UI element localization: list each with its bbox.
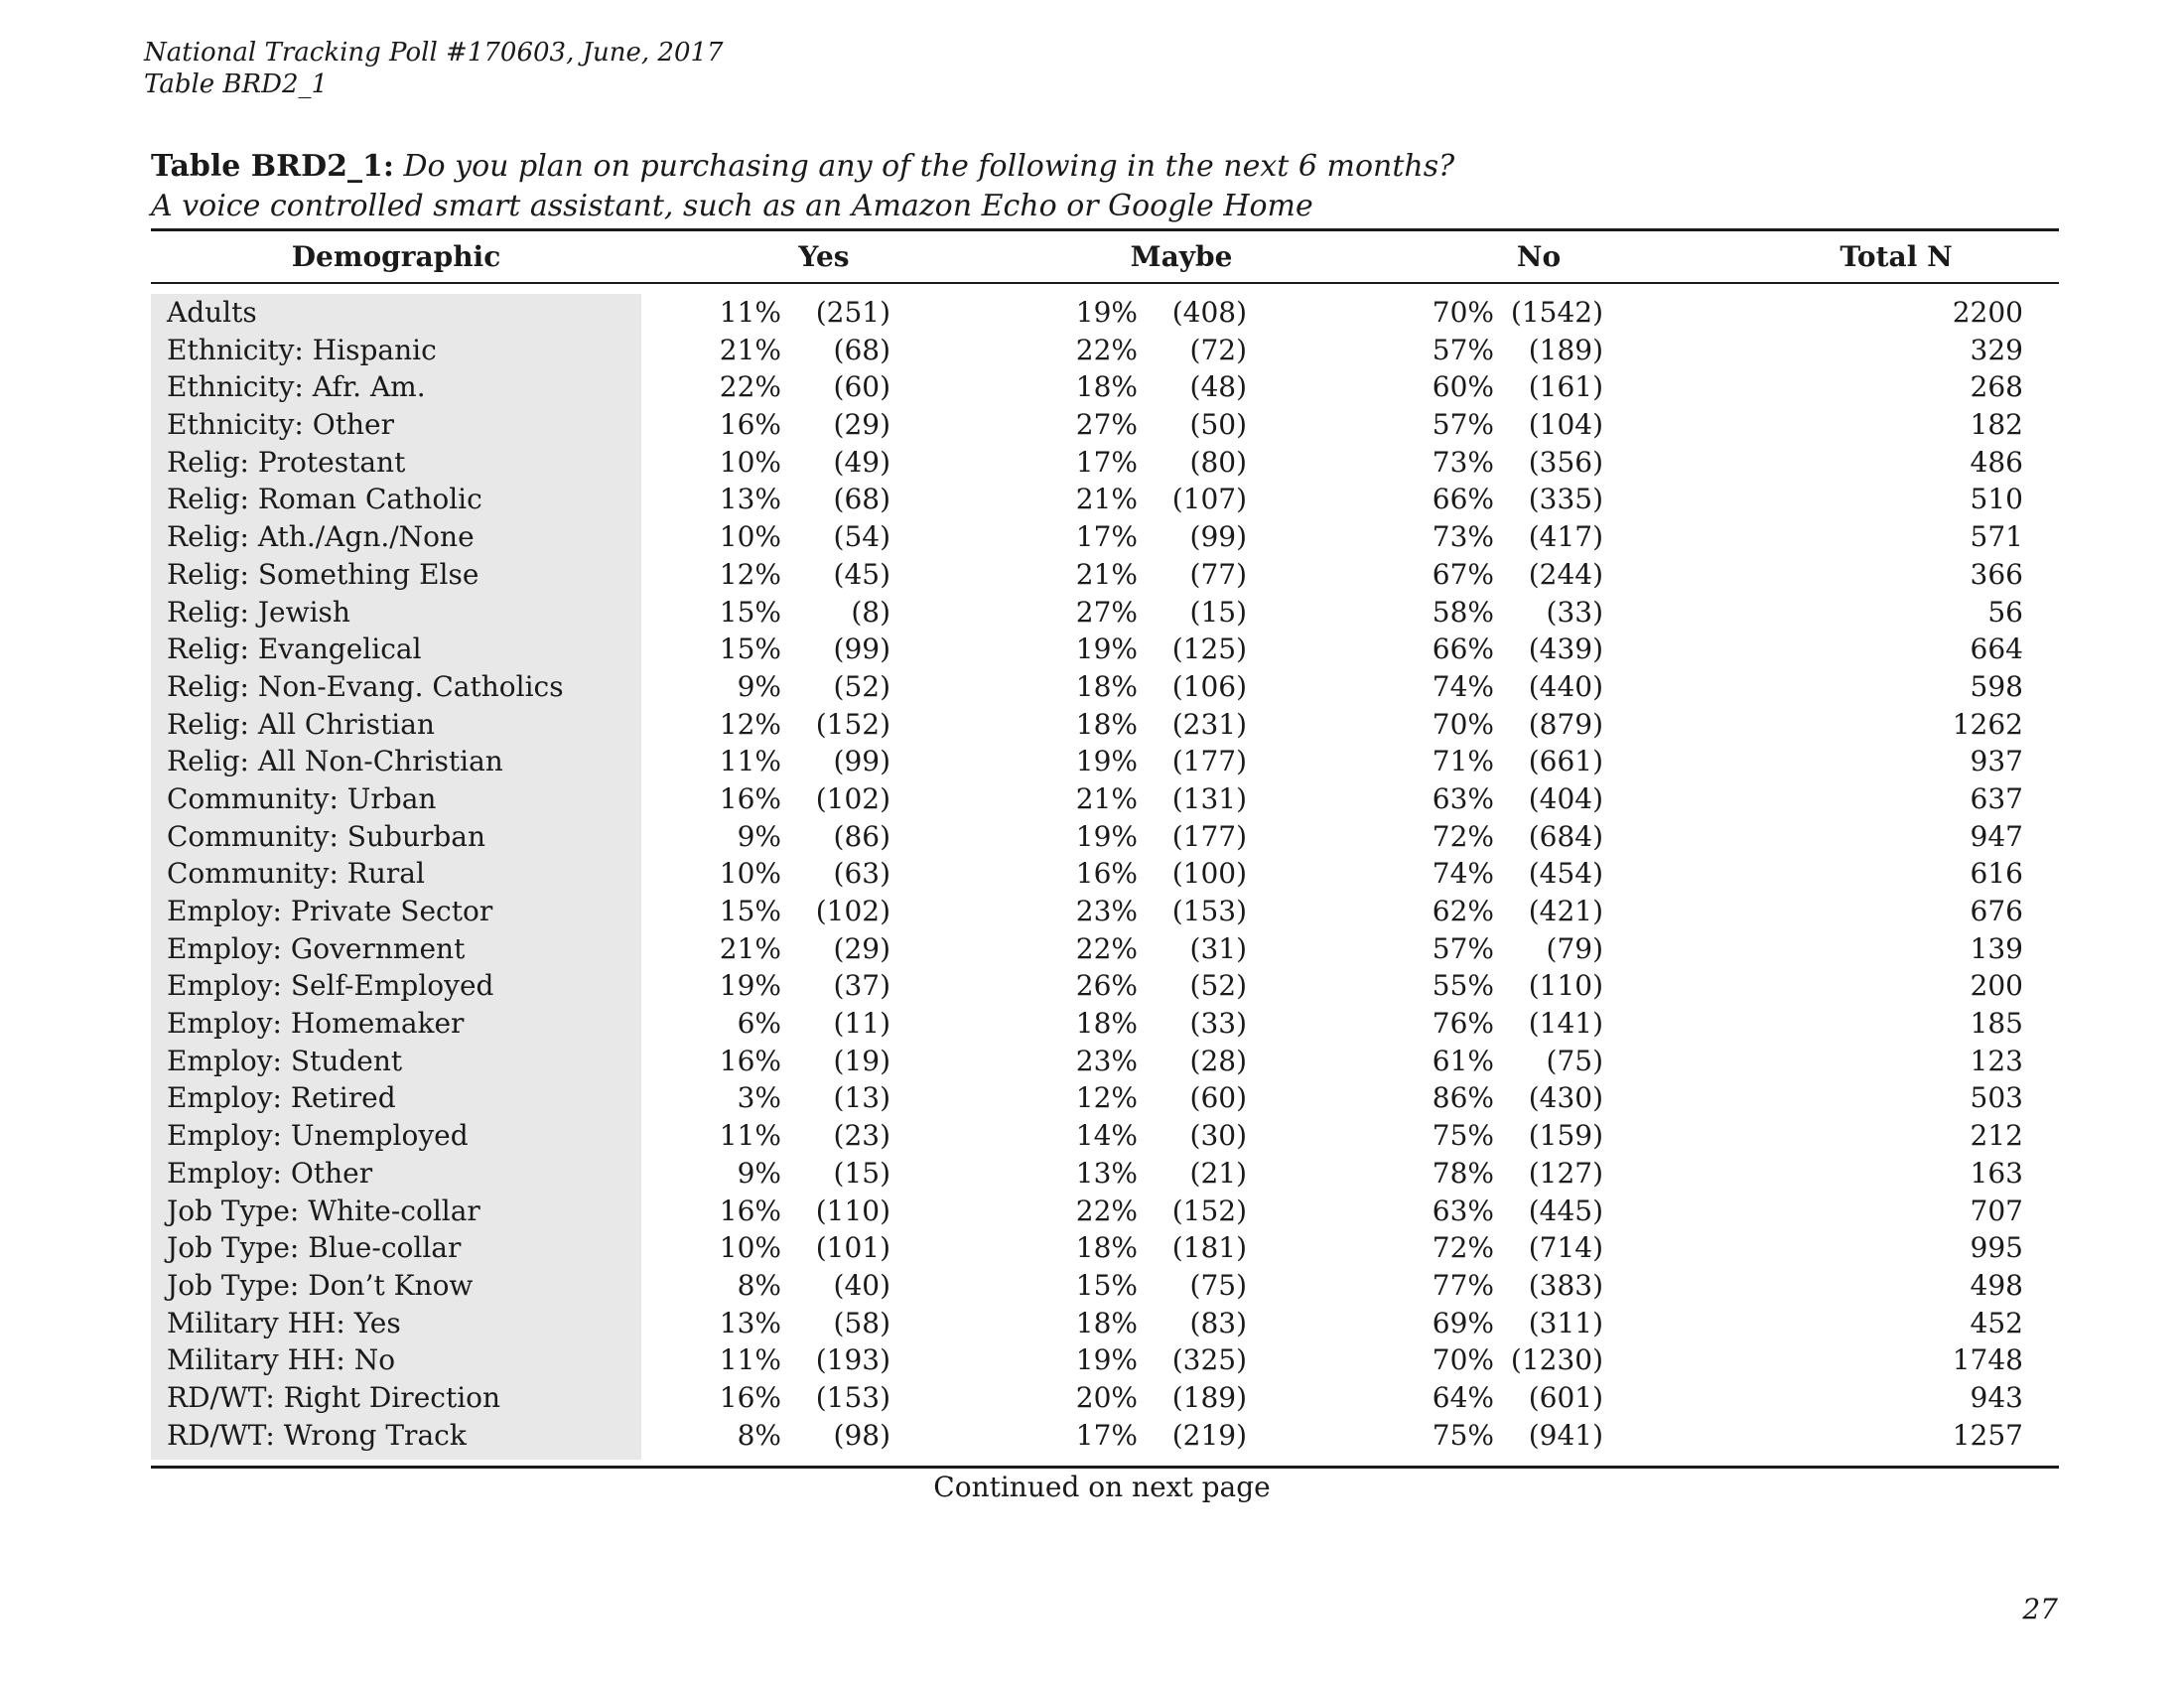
yes-percent-cell: 6% [737, 1007, 781, 1041]
table-row [0, 1379, 2184, 1417]
running-header-poll: National Tracking Poll #170603, June, 2017 [144, 38, 724, 68]
no-percent-cell: 64% [1432, 1380, 1494, 1414]
no-count-cell: (421) [1528, 895, 1603, 927]
table-row [0, 294, 2184, 332]
total-n-cell: 664 [1970, 633, 2023, 666]
maybe-count-cell: (177) [1171, 819, 1247, 853]
no-count-cell: (430) [1528, 1081, 1603, 1115]
total-n-cell: 707 [1970, 1194, 2023, 1227]
total-n-cell: 498 [1970, 1268, 2023, 1302]
no-percent-cell: 77% [1432, 1268, 1494, 1302]
yes-count-cell: (86) [833, 819, 890, 853]
total-n-cell: 937 [1970, 745, 2023, 778]
total-n-cell: 56 [1987, 595, 2023, 629]
page-number: 27 [2022, 1593, 2058, 1625]
table-row [0, 1117, 2184, 1155]
maybe-percent-cell: 22% [1075, 931, 1138, 965]
yes-percent-cell: 11% [719, 296, 781, 329]
no-count-cell: (684) [1528, 819, 1603, 853]
yes-count-cell: (60) [833, 370, 890, 404]
no-percent-cell: 66% [1432, 633, 1494, 666]
yes-percent-cell: 8% [737, 1268, 781, 1302]
no-count-cell: (601) [1528, 1380, 1603, 1414]
no-count-cell: (1230) [1510, 1343, 1603, 1377]
column-header-no: No [1516, 240, 1562, 273]
total-n-cell: 1748 [1952, 1343, 2023, 1377]
yes-percent-cell: 11% [719, 1119, 781, 1153]
maybe-percent-cell: 17% [1075, 1418, 1138, 1452]
table-row [0, 855, 2184, 893]
table-row [0, 706, 2184, 744]
no-percent-cell: 86% [1432, 1081, 1494, 1115]
no-count-cell: (159) [1528, 1119, 1603, 1153]
no-percent-cell: 75% [1432, 1418, 1494, 1452]
yes-percent-cell: 10% [719, 857, 781, 891]
yes-percent-cell: 13% [719, 483, 781, 516]
no-count-cell: (311) [1528, 1306, 1603, 1339]
maybe-percent-cell: 18% [1075, 370, 1138, 404]
maybe-count-cell: (21) [1189, 1156, 1247, 1190]
table-row [0, 818, 2184, 856]
table-row [0, 481, 2184, 518]
maybe-percent-cell: 18% [1075, 1306, 1138, 1339]
no-count-cell: (356) [1528, 445, 1603, 479]
table-row [0, 1005, 2184, 1043]
maybe-percent-cell: 12% [1075, 1081, 1138, 1115]
maybe-count-cell: (52) [1189, 969, 1247, 1003]
no-percent-cell: 73% [1432, 520, 1494, 554]
no-percent-cell: 78% [1432, 1156, 1494, 1190]
yes-count-cell: (153) [815, 1380, 890, 1414]
total-n-cell: 995 [1970, 1231, 2023, 1265]
no-count-cell: (189) [1528, 333, 1603, 366]
no-percent-cell: 63% [1432, 1194, 1494, 1227]
yes-count-cell: (8) [851, 595, 890, 629]
no-count-cell: (141) [1528, 1007, 1603, 1041]
demographic-cell: Relig: All Non-Christian [167, 745, 503, 778]
maybe-count-cell: (106) [1171, 669, 1247, 703]
demographic-cell: Relig: Ath./Agn./None [167, 520, 475, 554]
maybe-count-cell: (30) [1189, 1119, 1247, 1153]
demographic-cell: Employ: Homemaker [167, 1007, 465, 1041]
no-count-cell: (440) [1528, 669, 1603, 703]
no-count-cell: (454) [1528, 857, 1603, 891]
demographic-cell: Ethnicity: Hispanic [167, 333, 437, 366]
table-row [0, 556, 2184, 594]
maybe-count-cell: (99) [1189, 520, 1247, 554]
no-percent-cell: 58% [1432, 595, 1494, 629]
no-percent-cell: 57% [1432, 408, 1494, 442]
table-row [0, 631, 2184, 668]
yes-count-cell: (49) [833, 445, 890, 479]
table-row [0, 518, 2184, 556]
yes-count-cell: (13) [833, 1081, 890, 1115]
maybe-count-cell: (72) [1189, 333, 1247, 366]
maybe-count-cell: (231) [1171, 707, 1247, 741]
maybe-percent-cell: 16% [1075, 857, 1138, 891]
total-n-cell: 503 [1970, 1081, 2023, 1115]
yes-count-cell: (152) [815, 707, 890, 741]
maybe-percent-cell: 19% [1075, 633, 1138, 666]
maybe-count-cell: (48) [1189, 370, 1247, 404]
maybe-percent-cell: 26% [1075, 969, 1138, 1003]
maybe-percent-cell: 18% [1075, 1007, 1138, 1041]
yes-count-cell: (63) [833, 857, 890, 891]
maybe-percent-cell: 27% [1075, 595, 1138, 629]
yes-count-cell: (101) [815, 1231, 890, 1265]
yes-count-cell: (193) [815, 1343, 890, 1377]
demographic-cell: Relig: Non-Evang. Catholics [167, 669, 564, 703]
demographic-cell: Employ: Student [167, 1044, 403, 1077]
demographic-cell: Relig: All Christian [167, 707, 435, 741]
total-n-cell: 268 [1970, 370, 2023, 404]
table-row [0, 1305, 2184, 1342]
maybe-percent-cell: 21% [1075, 557, 1138, 591]
no-percent-cell: 70% [1432, 707, 1494, 741]
yes-percent-cell: 16% [719, 1044, 781, 1077]
demographic-cell: Relig: Evangelical [167, 633, 422, 666]
yes-percent-cell: 21% [719, 333, 781, 366]
demographic-cell: Ethnicity: Afr. Am. [167, 370, 426, 404]
demographic-cell: Military HH: No [167, 1343, 396, 1377]
total-n-cell: 571 [1970, 520, 2023, 554]
no-count-cell: (104) [1528, 408, 1603, 442]
demographic-cell: Military HH: Yes [167, 1306, 401, 1339]
yes-percent-cell: 12% [719, 557, 781, 591]
yes-percent-cell: 15% [719, 633, 781, 666]
no-count-cell: (161) [1528, 370, 1603, 404]
no-percent-cell: 71% [1432, 745, 1494, 778]
table-row [0, 967, 2184, 1005]
table-row [0, 1267, 2184, 1305]
total-n-cell: 2200 [1952, 296, 2023, 329]
maybe-percent-cell: 23% [1075, 895, 1138, 927]
demographic-cell: Relig: Jewish [167, 595, 350, 629]
total-n-cell: 1262 [1952, 707, 2023, 741]
yes-count-cell: (29) [833, 408, 890, 442]
maybe-percent-cell: 19% [1075, 745, 1138, 778]
maybe-percent-cell: 23% [1075, 1044, 1138, 1077]
yes-count-cell: (98) [833, 1418, 890, 1452]
yes-percent-cell: 16% [719, 1380, 781, 1414]
maybe-percent-cell: 22% [1075, 333, 1138, 366]
maybe-count-cell: (219) [1171, 1418, 1247, 1452]
table-row [0, 1229, 2184, 1267]
table-header-rule [151, 282, 2059, 284]
total-n-cell: 200 [1970, 969, 2023, 1003]
maybe-percent-cell: 19% [1075, 296, 1138, 329]
table-row [0, 1155, 2184, 1193]
table-row [0, 332, 2184, 369]
table-top-rule [151, 228, 2059, 231]
total-n-cell: 329 [1970, 333, 2023, 366]
maybe-percent-cell: 15% [1075, 1268, 1138, 1302]
yes-count-cell: (37) [833, 969, 890, 1003]
yes-percent-cell: 3% [737, 1081, 781, 1115]
maybe-count-cell: (100) [1171, 857, 1247, 891]
maybe-count-cell: (50) [1189, 408, 1247, 442]
maybe-percent-cell: 20% [1075, 1380, 1138, 1414]
demographic-cell: Relig: Protestant [167, 445, 406, 479]
no-percent-cell: 66% [1432, 483, 1494, 516]
yes-count-cell: (99) [833, 745, 890, 778]
total-n-cell: 185 [1970, 1007, 2023, 1041]
yes-percent-cell: 16% [719, 1194, 781, 1227]
table-row [0, 444, 2184, 482]
yes-percent-cell: 9% [737, 1156, 781, 1190]
demographic-cell: Adults [167, 296, 257, 329]
maybe-count-cell: (33) [1189, 1007, 1247, 1041]
no-count-cell: (110) [1528, 969, 1603, 1003]
table-row [0, 668, 2184, 706]
table-row [0, 1341, 2184, 1379]
total-n-cell: 163 [1970, 1156, 2023, 1190]
no-percent-cell: 60% [1432, 370, 1494, 404]
maybe-count-cell: (31) [1189, 931, 1247, 965]
demographic-cell: Job Type: Don’t Know [167, 1268, 474, 1302]
no-count-cell: (75) [1546, 1044, 1603, 1077]
table-title [151, 147, 1454, 226]
yes-percent-cell: 13% [719, 1306, 781, 1339]
column-header-maybe: Maybe [1130, 240, 1233, 273]
maybe-count-cell: (181) [1171, 1231, 1247, 1265]
column-header-demographic: Demographic [291, 240, 501, 273]
maybe-percent-cell: 18% [1075, 707, 1138, 741]
no-percent-cell: 76% [1432, 1007, 1494, 1041]
yes-count-cell: (40) [833, 1268, 890, 1302]
yes-count-cell: (11) [833, 1007, 890, 1041]
yes-count-cell: (45) [833, 557, 890, 591]
maybe-count-cell: (107) [1171, 483, 1247, 516]
no-percent-cell: 63% [1432, 781, 1494, 815]
demographic-cell: RD/WT: Wrong Track [167, 1418, 467, 1452]
yes-count-cell: (68) [833, 333, 890, 366]
table-title-label: Table BRD2_1: [151, 149, 394, 184]
no-count-cell: (417) [1528, 520, 1603, 554]
total-n-cell: 598 [1970, 669, 2023, 703]
yes-percent-cell: 11% [719, 745, 781, 778]
demographic-cell: RD/WT: Right Direction [167, 1380, 501, 1414]
yes-count-cell: (102) [815, 781, 890, 815]
demographic-cell: Employ: Private Sector [167, 895, 493, 927]
maybe-count-cell: (189) [1171, 1380, 1247, 1414]
no-count-cell: (879) [1528, 707, 1603, 741]
yes-count-cell: (29) [833, 931, 890, 965]
table-row [0, 743, 2184, 780]
maybe-count-cell: (75) [1189, 1268, 1247, 1302]
maybe-count-cell: (153) [1171, 895, 1247, 927]
maybe-percent-cell: 17% [1075, 445, 1138, 479]
maybe-count-cell: (80) [1189, 445, 1247, 479]
maybe-count-cell: (408) [1171, 296, 1247, 329]
table-subtitle: A voice controlled smart assistant, such as an Amazon Echo or Google Home [151, 189, 1313, 223]
total-n-cell: 947 [1970, 819, 2023, 853]
column-header-yes: Yes [798, 240, 850, 273]
running-header-table: Table BRD2_1 [144, 70, 329, 99]
table-row [0, 368, 2184, 406]
yes-percent-cell: 16% [719, 781, 781, 815]
total-n-cell: 182 [1970, 408, 2023, 442]
yes-percent-cell: 9% [737, 669, 781, 703]
no-count-cell: (661) [1528, 745, 1603, 778]
demographic-cell: Employ: Government [167, 931, 466, 965]
no-percent-cell: 67% [1432, 557, 1494, 591]
maybe-count-cell: (152) [1171, 1194, 1247, 1227]
demographic-cell: Job Type: White-collar [167, 1194, 480, 1227]
yes-count-cell: (19) [833, 1044, 890, 1077]
maybe-count-cell: (325) [1171, 1343, 1247, 1377]
yes-count-cell: (110) [815, 1194, 890, 1227]
total-n-cell: 510 [1970, 483, 2023, 516]
yes-percent-cell: 11% [719, 1343, 781, 1377]
no-percent-cell: 55% [1432, 969, 1494, 1003]
table-row [0, 1043, 2184, 1080]
total-n-cell: 616 [1970, 857, 2023, 891]
yes-percent-cell: 10% [719, 1231, 781, 1265]
maybe-percent-cell: 21% [1075, 781, 1138, 815]
maybe-percent-cell: 19% [1075, 1343, 1138, 1377]
no-count-cell: (714) [1528, 1231, 1603, 1265]
maybe-count-cell: (125) [1171, 633, 1247, 666]
no-percent-cell: 70% [1432, 1343, 1494, 1377]
maybe-count-cell: (28) [1189, 1044, 1247, 1077]
maybe-percent-cell: 21% [1075, 483, 1138, 516]
no-percent-cell: 57% [1432, 333, 1494, 366]
maybe-percent-cell: 13% [1075, 1156, 1138, 1190]
total-n-cell: 676 [1970, 895, 2023, 927]
total-n-cell: 139 [1970, 931, 2023, 965]
demographic-cell: Job Type: Blue-collar [167, 1231, 462, 1265]
no-percent-cell: 57% [1432, 931, 1494, 965]
yes-count-cell: (58) [833, 1306, 890, 1339]
maybe-percent-cell: 19% [1075, 819, 1138, 853]
yes-percent-cell: 22% [719, 370, 781, 404]
table-row [0, 780, 2184, 818]
yes-percent-cell: 10% [719, 445, 781, 479]
demographic-cell: Ethnicity: Other [167, 408, 394, 442]
table-row [0, 1193, 2184, 1230]
demographic-cell: Relig: Roman Catholic [167, 483, 482, 516]
column-header-total: Total N [1840, 240, 1953, 273]
demographic-cell: Community: Suburban [167, 819, 486, 853]
yes-percent-cell: 9% [737, 819, 781, 853]
no-percent-cell: 70% [1432, 296, 1494, 329]
maybe-count-cell: (77) [1189, 557, 1247, 591]
demographic-cell: Community: Rural [167, 857, 425, 891]
total-n-cell: 486 [1970, 445, 2023, 479]
yes-percent-cell: 10% [719, 520, 781, 554]
yes-count-cell: (102) [815, 895, 890, 927]
no-count-cell: (404) [1528, 781, 1603, 815]
yes-count-cell: (23) [833, 1119, 890, 1153]
table-row [0, 930, 2184, 968]
maybe-count-cell: (177) [1171, 745, 1247, 778]
total-n-cell: 1257 [1952, 1418, 2023, 1452]
no-count-cell: (127) [1528, 1156, 1603, 1190]
no-count-cell: (33) [1546, 595, 1603, 629]
total-n-cell: 212 [1970, 1119, 2023, 1153]
yes-percent-cell: 19% [719, 969, 781, 1003]
maybe-percent-cell: 22% [1075, 1194, 1138, 1227]
yes-count-cell: (52) [833, 669, 890, 703]
table-row [0, 1079, 2184, 1117]
maybe-count-cell: (15) [1189, 595, 1247, 629]
total-n-cell: 943 [1970, 1380, 2023, 1414]
maybe-count-cell: (60) [1189, 1081, 1247, 1115]
no-percent-cell: 72% [1432, 1231, 1494, 1265]
table-title-question: Do you plan on purchasing any of the following in the next 6 months? [403, 149, 1455, 184]
no-percent-cell: 61% [1432, 1044, 1494, 1077]
yes-count-cell: (54) [833, 520, 890, 554]
maybe-percent-cell: 27% [1075, 408, 1138, 442]
table-row [0, 594, 2184, 632]
no-percent-cell: 62% [1432, 895, 1494, 927]
table-row [0, 893, 2184, 930]
yes-percent-cell: 15% [719, 595, 781, 629]
yes-count-cell: (251) [815, 296, 890, 329]
total-n-cell: 366 [1970, 557, 2023, 591]
no-percent-cell: 69% [1432, 1306, 1494, 1339]
yes-percent-cell: 21% [719, 931, 781, 965]
no-percent-cell: 74% [1432, 857, 1494, 891]
total-n-cell: 123 [1970, 1044, 2023, 1077]
no-count-cell: (1542) [1510, 296, 1603, 329]
no-percent-cell: 75% [1432, 1119, 1494, 1153]
demographic-cell: Relig: Something Else [167, 557, 479, 591]
continued-note: Continued on next page [933, 1471, 1271, 1503]
no-percent-cell: 72% [1432, 819, 1494, 853]
yes-percent-cell: 8% [737, 1418, 781, 1452]
no-count-cell: (335) [1528, 483, 1603, 516]
yes-count-cell: (68) [833, 483, 890, 516]
yes-percent-cell: 15% [719, 895, 781, 927]
yes-count-cell: (99) [833, 633, 890, 666]
demographic-cell: Employ: Other [167, 1156, 373, 1190]
maybe-percent-cell: 17% [1075, 520, 1138, 554]
maybe-count-cell: (131) [1171, 781, 1247, 815]
maybe-percent-cell: 18% [1075, 1231, 1138, 1265]
demographic-cell: Employ: Retired [167, 1081, 396, 1115]
no-count-cell: (383) [1528, 1268, 1603, 1302]
maybe-percent-cell: 18% [1075, 669, 1138, 703]
no-percent-cell: 74% [1432, 669, 1494, 703]
maybe-count-cell: (83) [1189, 1306, 1247, 1339]
demographic-cell: Employ: Unemployed [167, 1119, 469, 1153]
demographic-cell: Employ: Self-Employed [167, 969, 494, 1003]
table-row [0, 1417, 2184, 1455]
total-n-cell: 637 [1970, 781, 2023, 815]
yes-count-cell: (15) [833, 1156, 890, 1190]
no-count-cell: (941) [1528, 1418, 1603, 1452]
demographic-cell: Community: Urban [167, 781, 437, 815]
no-count-cell: (244) [1528, 557, 1603, 591]
no-count-cell: (439) [1528, 633, 1603, 666]
no-percent-cell: 73% [1432, 445, 1494, 479]
total-n-cell: 452 [1970, 1306, 2023, 1339]
table-row [0, 406, 2184, 444]
table-body [0, 294, 2184, 1454]
yes-percent-cell: 12% [719, 707, 781, 741]
no-count-cell: (445) [1528, 1194, 1603, 1227]
maybe-percent-cell: 14% [1075, 1119, 1138, 1153]
yes-percent-cell: 16% [719, 408, 781, 442]
no-count-cell: (79) [1546, 931, 1603, 965]
